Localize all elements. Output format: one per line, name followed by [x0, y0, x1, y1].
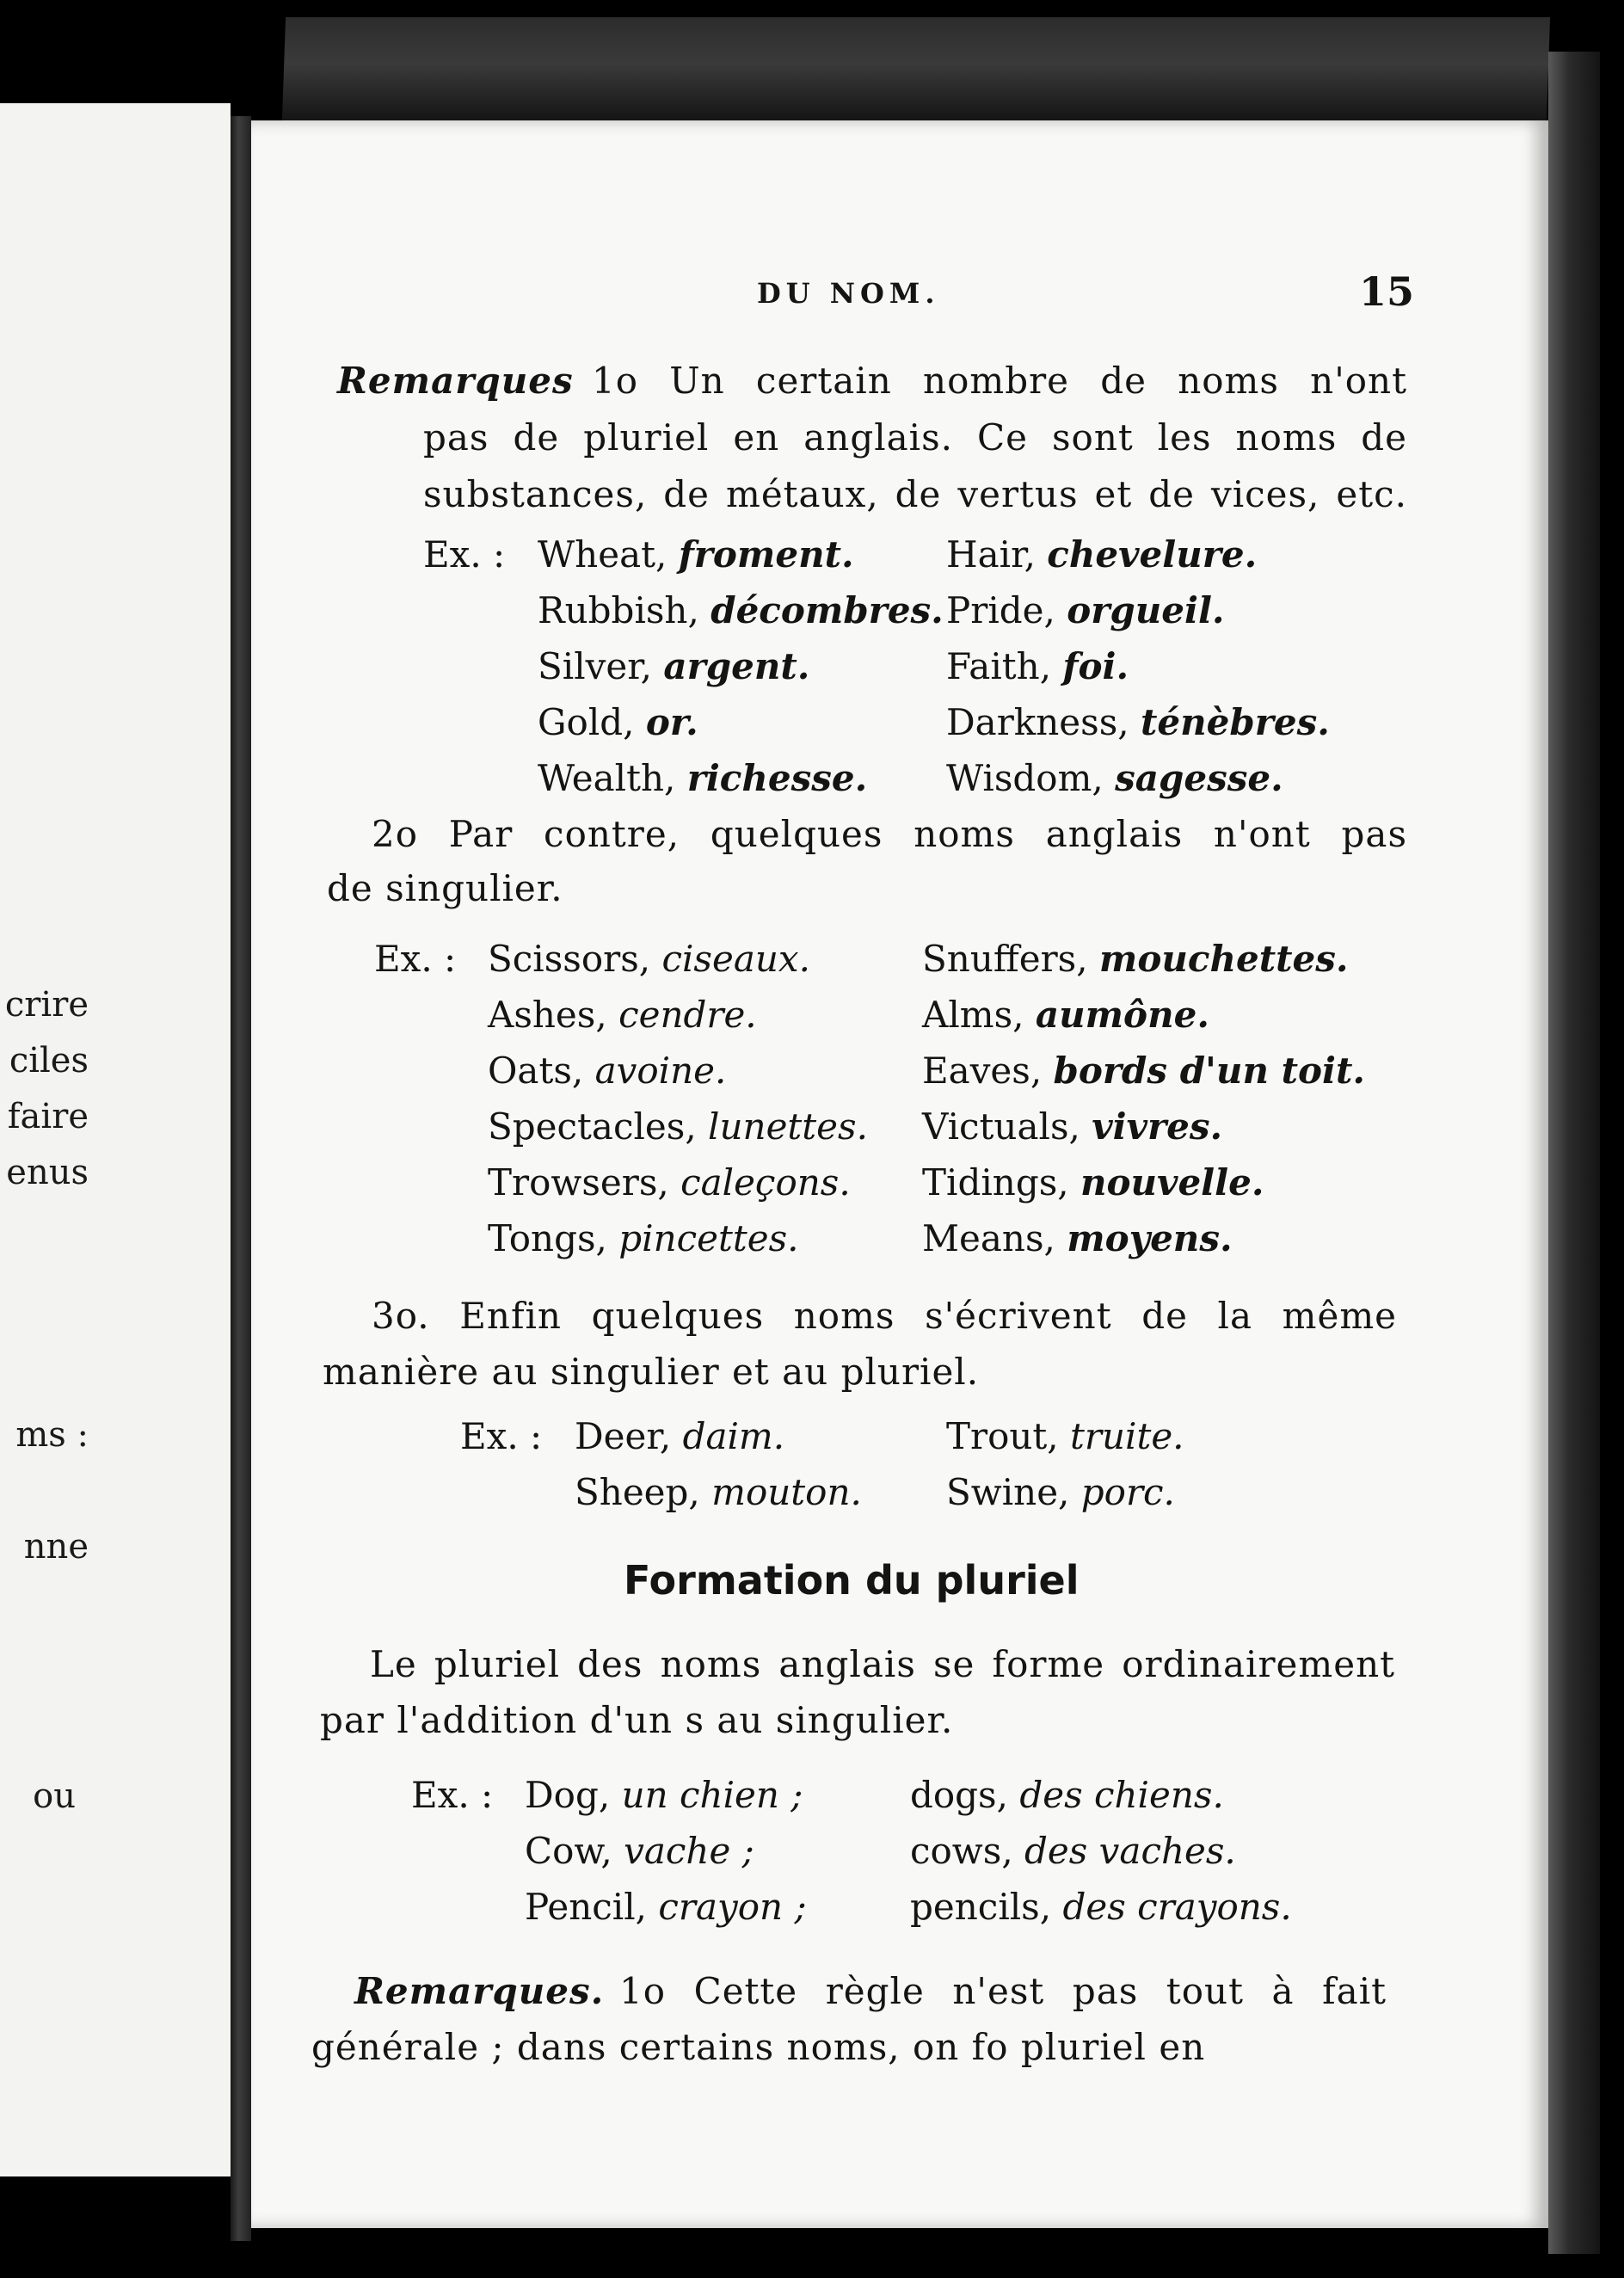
example-right: Victuals, vivres. — [922, 1105, 1223, 1148]
example-label: Ex. : — [374, 938, 457, 980]
example-left: Deer, daim. — [575, 1415, 785, 1457]
example-left: Ashes, cendre. — [488, 994, 757, 1036]
text-line: 1o Cette règle n'est pas tout à fait — [619, 1970, 1387, 2012]
example-left: Scissors, ciseaux. — [488, 938, 810, 980]
left-page-fragment: enus — [6, 1153, 89, 1192]
example-right: Means, moyens. — [922, 1217, 1233, 1259]
example-left: Cow, vache ; — [525, 1830, 754, 1872]
example-left: Sheep, mouton. — [575, 1471, 862, 1513]
book-top-edge — [282, 17, 1550, 120]
left-page-fragment: nne — [23, 1527, 89, 1567]
text-line: Le pluriel des noms anglais se forme ordinairement — [370, 1643, 1395, 1685]
example-right: Eaves, bords d'un toit. — [922, 1050, 1366, 1092]
text-line: de singulier. — [327, 867, 563, 909]
text-line: par l'addition d'un s au singulier. — [320, 1699, 954, 1741]
running-head: DU NOM. — [757, 277, 940, 310]
text-line: manière au singulier et au pluriel. — [323, 1351, 980, 1393]
example-left: Trowsers, caleçons. — [488, 1161, 851, 1204]
text-line: 2o Par contre, quelques noms anglais n'ont pas — [372, 813, 1407, 855]
example-label: Ex. : — [423, 533, 506, 576]
book-spine — [231, 116, 251, 2241]
example-right: Wisdom, sagesse. — [946, 757, 1283, 799]
example-right: pencils, des crayons. — [910, 1886, 1292, 1928]
example-left: Pencil, crayon ; — [525, 1886, 807, 1928]
left-page — [0, 103, 231, 2176]
example-right: Snuffers, mouchettes. — [922, 938, 1349, 980]
example-left: Wheat, froment. — [538, 533, 854, 576]
section-heading: Formation du pluriel — [624, 1557, 1080, 1604]
left-page-fragment: ciles — [9, 1041, 89, 1081]
remarques-label: Remarques. — [354, 1970, 605, 2012]
example-left: Silver, argent. — [538, 645, 810, 687]
remarques-label: Remarques — [337, 360, 574, 402]
example-right: Pride, orgueil. — [946, 589, 1225, 631]
example-right: Tidings, nouvelle. — [922, 1161, 1264, 1204]
text-line: pas de pluriel en anglais. Ce sont les noms de — [423, 416, 1407, 459]
left-page-fragment: crire — [4, 985, 89, 1025]
text-line: 1o Un certain nombre de noms n'ont — [592, 360, 1407, 402]
example-left: Tongs, pincettes. — [488, 1217, 799, 1259]
example-right: Swine, porc. — [946, 1471, 1175, 1513]
example-right: Trout, truite. — [946, 1415, 1184, 1457]
example-left: Spectacles, lunettes. — [488, 1105, 868, 1148]
example-label: Ex. : — [460, 1415, 543, 1457]
example-right: Alms, aumône. — [922, 994, 1209, 1036]
example-left: Dog, un chien ; — [525, 1774, 803, 1816]
text-line: générale ; dans certains noms, on fo pluriel en — [311, 2026, 1206, 2068]
left-page-fragment: faire — [7, 1097, 89, 1136]
example-label: Ex. : — [411, 1774, 494, 1816]
text-line: substances, de métaux, de vertus et de vices, etc. — [423, 473, 1407, 515]
example-left: Gold, or. — [538, 701, 698, 743]
left-page-fragment: ou — [33, 1776, 76, 1816]
example-right: dogs, des chiens. — [910, 1774, 1224, 1816]
example-right: cows, des vaches. — [910, 1830, 1236, 1872]
example-left: Rubbish, décombres. — [538, 589, 944, 631]
example-left: Wealth, richesse. — [538, 757, 868, 799]
left-page-fragment: ms : — [15, 1415, 89, 1455]
text-line: 3o. Enfin quelques noms s'écrivent de la même — [372, 1295, 1397, 1337]
example-right: Faith, foi. — [946, 645, 1129, 687]
example-right: Hair, chevelure. — [946, 533, 1258, 576]
book-right-edge — [1548, 52, 1600, 2254]
example-right: Darkness, ténèbres. — [946, 701, 1330, 743]
example-left: Oats, avoine. — [488, 1050, 727, 1092]
page-number: 15 — [1359, 268, 1415, 315]
